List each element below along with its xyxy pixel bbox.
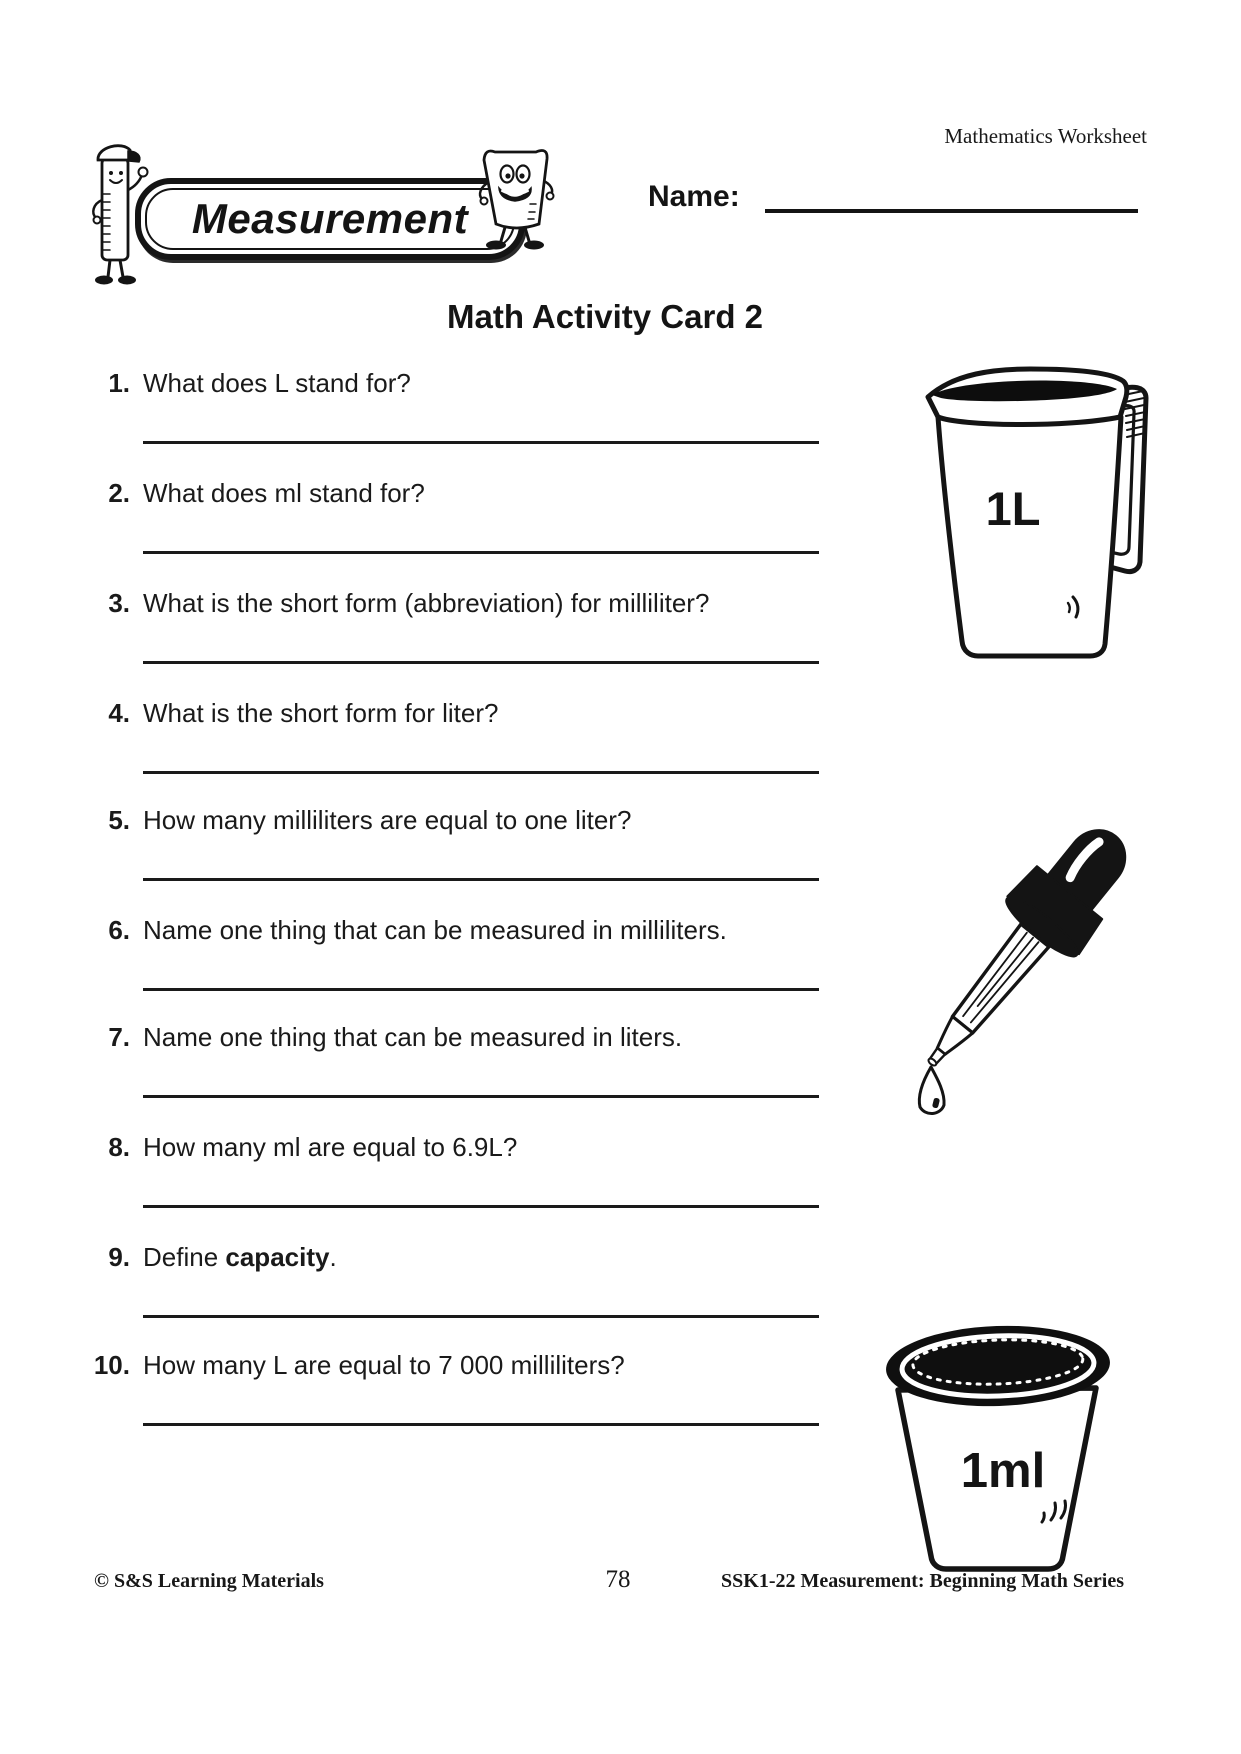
question-number: 9. xyxy=(108,1242,130,1272)
cup-volume-label: 1ml xyxy=(960,1444,1046,1498)
question-3 xyxy=(85,588,825,694)
footer-page-number: 78 xyxy=(605,1566,631,1593)
question-text: What is the short form for liter? xyxy=(143,698,499,728)
name-answer-line xyxy=(765,209,1138,213)
question-number: 4. xyxy=(108,698,130,728)
measuring-cup-character-icon xyxy=(468,140,564,256)
question-text: How many ml are equal to 6.9L? xyxy=(143,1132,518,1162)
page-title: Math Activity Card 2 xyxy=(446,298,763,335)
answer-line xyxy=(143,771,819,774)
question-2 xyxy=(85,478,825,584)
answer-line xyxy=(143,1315,819,1318)
question-number: 5. xyxy=(108,805,130,835)
answer-line xyxy=(143,1423,819,1426)
question-number: 8. xyxy=(108,1132,130,1162)
question-text: How many L are equal to 7 000 milliliters? xyxy=(143,1350,625,1380)
question-9 xyxy=(85,1242,825,1348)
question-text: Define capacity. xyxy=(143,1242,337,1272)
banner-title: Measurement xyxy=(191,195,469,242)
question-number: 7. xyxy=(108,1022,130,1052)
question-1 xyxy=(85,368,825,474)
medicine-cup-illustration xyxy=(870,1320,1125,1575)
answer-line xyxy=(143,878,819,881)
footer-copyright: © S&S Learning Materials xyxy=(94,1570,324,1592)
footer-series-label: SSK1-22 Measurement: Beginning Math Series xyxy=(721,1570,1124,1592)
question-text: How many milliliters are equal to one liter? xyxy=(143,805,632,835)
measurement-banner xyxy=(135,178,525,260)
question-text: Name one thing that can be measured in liters. xyxy=(143,1022,683,1052)
pitcher-volume-label: 1L xyxy=(985,482,1041,535)
answer-line xyxy=(143,441,819,444)
answer-line xyxy=(143,661,819,664)
answer-line xyxy=(143,1095,819,1098)
eyedropper-illustration xyxy=(880,815,1150,1145)
answer-line xyxy=(143,988,819,991)
question-10 xyxy=(85,1350,825,1456)
answer-line xyxy=(143,1205,819,1208)
question-number: 10. xyxy=(93,1350,130,1380)
question-text: Name one thing that can be measured in milliliters. xyxy=(143,915,727,945)
question-6 xyxy=(85,915,825,1021)
question-number: 2. xyxy=(108,478,130,508)
question-8 xyxy=(85,1132,825,1238)
question-text: What does ml stand for? xyxy=(143,478,425,508)
question-7 xyxy=(85,1022,825,1128)
question-number: 1. xyxy=(108,368,130,398)
question-4 xyxy=(85,698,825,804)
pitcher-1l-illustration xyxy=(905,365,1150,665)
question-text: What does L stand for? xyxy=(143,368,411,398)
name-label: Name: xyxy=(648,180,740,213)
question-5 xyxy=(85,805,825,911)
question-number: 6. xyxy=(108,915,130,945)
corner-label: Mathematics Worksheet xyxy=(944,124,1147,148)
question-number: 3. xyxy=(108,588,130,618)
question-text: What is the short form (abbreviation) for milliliter? xyxy=(143,588,710,618)
answer-line xyxy=(143,551,819,554)
